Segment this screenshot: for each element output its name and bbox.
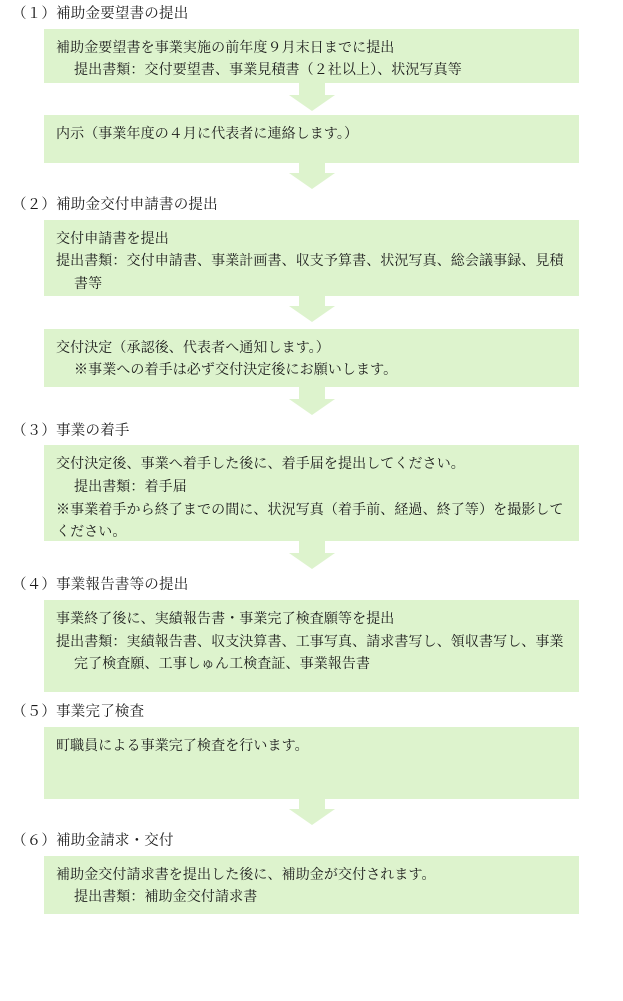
step-6-box-1-line-1: 補助金交付請求書を提出した後に、補助金が交付されます。 [56,867,436,883]
arrow-6 [8,799,615,825]
step-5-box-1 [44,727,579,799]
step-3-heading: （３）事業の着手 [12,422,130,439]
step-3-box-1-line-2: 提出書類：着手届 [74,479,187,495]
arrow-4 [8,387,615,415]
arrow-5-shaft [299,541,325,553]
step-1-box-2 [44,115,579,163]
step-2-box-1 [44,220,579,296]
step-1 [8,4,615,189]
arrow-3-shaft [299,296,325,306]
step-2-box-2-line-2: ※事業への着手は必ず交付決定後にお願いします。 [74,363,398,379]
step-5 [8,702,615,825]
step-1-box-1 [44,29,579,83]
arrow-5-head [289,553,335,569]
arrow-6-shaft [299,799,325,809]
arrow-4-head [289,399,335,415]
step-1-box-1-line-2: 提出書類：交付要望書、事業見積書（２社以上）、状況写真等 [74,63,462,79]
arrow-4-shaft [299,387,325,399]
step-2 [8,195,615,415]
step-3 [8,421,615,570]
step-5-box-1-line-1: 町職員による事業完了検査を行います。 [56,738,309,754]
step-4-box-1-line-2: 提出書類：実績報告書、収支決算書、工事写真、請求書写し、領収書写し、事業完了検査願、工事しゅん工検査証、事業報告書 [56,634,564,673]
step-1-box-2-line-1: 内示（事業年度の４月に代表者に連絡します。） [56,126,359,142]
arrow-5 [8,541,615,569]
step-6-heading: （６）補助金請求・交付 [12,832,174,849]
step-3-box-1 [44,445,579,541]
arrow-1 [8,83,615,111]
step-3-box-1-line-3: ※事業着手から終了までの間に、状況写真（着手前、経過、終了等）を撮影してください。 [56,502,564,541]
arrow-1-head [289,95,335,111]
step-6-box-1 [44,856,579,914]
step-2-box-2 [44,329,579,387]
step-2-box-1-line-2: 提出書類：交付申請書、事業計画書、収支予算書、状況写真、総会議事録、見積書等 [56,254,564,292]
step-4 [8,575,615,692]
arrow-2-head [289,173,335,189]
step-4-box-1 [44,600,579,692]
step-1-box-1-line-1: 補助金要望書を事業実施の前年度９月末日までに提出 [56,40,395,56]
arrow-2-shaft [299,163,325,173]
step-3-box-1-line-1: 交付決定後、事業へ着手した後に、着手届を提出してください。 [56,457,465,473]
step-6-box-1-line-2: 提出書類：補助金交付請求書 [74,890,258,906]
arrow-3 [8,296,615,322]
arrow-2 [8,163,615,189]
step-2-box-2-line-1: 交付決定（承認後、代表者へ通知します。） [56,340,330,356]
step-2-heading: （２）補助金交付申請書の提出 [12,196,218,213]
step-4-heading: （４）事業報告書等の提出 [12,577,189,594]
arrow-6-head [289,809,335,825]
step-4-box-1-line-1: 事業終了後に、実績報告書・事業完了検査願等を提出 [56,612,395,627]
arrow-1-shaft [299,83,325,95]
step-6 [8,831,615,914]
step-5-heading: （５）事業完了検査 [12,704,145,720]
step-1-heading: （１）補助金要望書の提出 [12,6,189,22]
step-2-box-1-line-1: 交付申請書を提出 [56,231,169,247]
arrow-3-head [289,306,335,322]
